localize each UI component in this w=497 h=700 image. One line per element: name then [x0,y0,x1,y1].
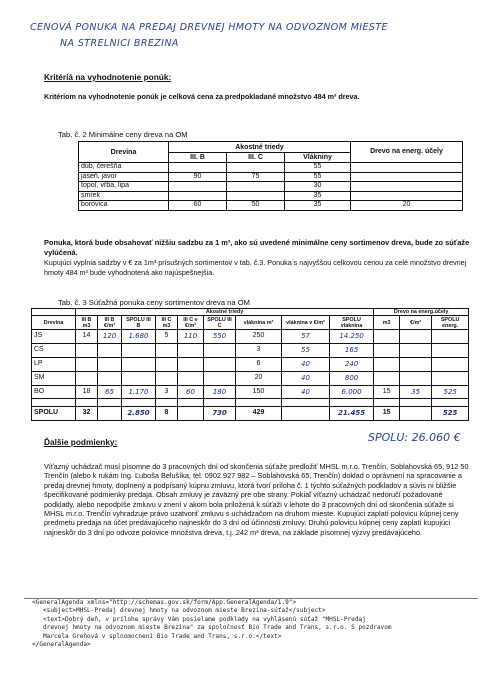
t3-row [32,385,469,399]
t3-value-cell: 60 [178,385,204,399]
t3-value-cell: 3 [156,385,178,399]
t3-value-cell: 15 [374,407,400,421]
t3-header-row [32,316,469,330]
t3-total-row [32,407,469,421]
t2-species-cell: dub, čerešňa [79,163,169,173]
t3-species-cell: LP [32,358,76,372]
xml-agenda-block: <GeneralAgenda xmlns="http://schemas.gov.sk/form/App.GeneralAgenda/1.9"> <subject>MHSL-Predaj drevnej hmoty na odvoznom mieste Brezina-súťaž</subject> <text>Dobrý deň, v prílohe správy Vám posielame podklady na vyhlásenú súťaž "MHSL-Predaj drevnej hmoty na odvoznom mieste Brezina" za spoločnosť Bio Trade and Trans, s.r.o. S pozdravom Marcela Greňová v splnomocnení Bio Trade and Trans, s.r.o.</text> </GeneralAgenda> [32,599,392,649]
t2-price-cell: 35 [285,201,351,211]
t2-price-cell: 50 [227,201,285,211]
t3-value-cell [400,330,432,344]
t2-species-cell: borovica [79,201,169,211]
t3-value-cell: 20 [236,371,282,385]
t2-price-cell: 30 [285,182,351,192]
conditions-text: Víťazný uchádzač musí písomne do 3 pracovných dní od skončenia súťaže predložiť MHSL m.r.o. Trenčín, Soblahovská 65, 912 50 Trenčín (alebo k rukám Ing. Ľuboša Belušíka, tel. 0902 927 982 – Soblahovská 65, Trenčín) doklad o oprávnení na spracovanie a predaj drevnej hmoty, doplnený a podpísaný kúpnu zmluvu, ktorá tvorí príloha č. 1 týchto súťažných podkladov a súvis ní bližšie špecifikované podmienky predaja. Obsah zmluvy je záväzný pre obe strany. Pokiaľ víťazný uchádzač nedoručí požadované podklady, alebo nepodpíše zmluvu v znení v akom bola priložená k súťaži v lehote do 3 pracovných dní od skončenia súťaže si MHSL m.r.o. Trenčín vyhradzuje právo uzatvoriť zmluvu s uchádzačom na druhom mieste. Kupujúci zaplatí polovicu kúpnej ceny predmetu predaja na účet predávajúceho najneskôr do 3 dní od účinnosti zmluvy. Druhú polovicu kúpnej ceny zaplatí kupujúci najneskôr do 3 dní po odvoze polovice množstva dreva, t.j. 242 m³ dreva, na základe písomnej výzvy predávajúceho. [44,462,469,537]
t3-value-cell: 120 [98,330,122,344]
t3-header-cell: vláknina m³ [236,316,282,330]
t2-price-cell [351,191,463,201]
t3-value-cell [400,358,432,372]
t3-header-cell: SPOLU vláknina [330,316,374,330]
t3-species-cell: JS [32,330,76,344]
table3-caption: Tab. č. 3 Súťažná ponuka ceny sortimentov dreva na OM [58,298,250,307]
t3-value-cell: 800 [330,371,374,385]
t3-row [32,344,469,358]
t3-value-cell: 525 [432,385,469,399]
t2-header-akostne: Akostné triedy [169,142,351,153]
t3-value-cell: 15 [374,385,400,399]
t3-value-cell: 40 [282,385,330,399]
t3-header-cell: €/m³ [400,316,432,330]
t3-value-cell: 150 [236,385,282,399]
t2-price-cell [227,163,285,173]
t3-row [32,399,469,407]
t3-header-cell: m3 [374,316,400,330]
t2-price-cell [227,182,285,192]
t3-value-cell: 57 [282,330,330,344]
exclusion-notice: Ponuka, ktorá bude obsahovať nižšiu sadzbu za 1 m³, ako sú uvedené minimálne ceny sortimenov dreva, bude zo súťaže vylúčená. [44,238,470,257]
t3-value-cell [282,399,330,407]
minimum-prices-table [78,141,463,211]
t3-value-cell [98,407,122,421]
t3-value-cell [374,330,400,344]
t3-header-cell: SPOLU III C [204,316,236,330]
t3-value-cell: 180 [204,385,236,399]
t3-header-cell: vláknina v €/m³ [282,316,330,330]
t3-value-cell: 40 [282,358,330,372]
t3-value-cell [178,371,204,385]
t3-header-cell: SPOLU III B [122,316,156,330]
t3-value-cell [204,344,236,358]
t3-row [32,358,469,372]
t3-value-cell [400,407,432,421]
t3-corner [32,309,76,316]
t3-value-cell: 165 [330,344,374,358]
t2-header-vlakniny: Vlákniny [285,153,351,163]
t3-value-cell [374,371,400,385]
t3-value-cell: 35 [400,385,432,399]
t3-value-cell [178,407,204,421]
t2-header-energ: Drevo na energ. účely [351,142,463,163]
t2-row [79,163,463,173]
t3-value-cell [204,358,236,372]
t3-value-cell: 40 [282,371,330,385]
t3-value-cell: 6 [236,358,282,372]
t3-value-cell [178,399,204,407]
t3-value-cell [76,344,98,358]
t3-value-cell: 2.850 [122,407,156,421]
evaluation-text: Kupujúci vyplnia sadzby v € za 1m³ prísušných sortimentov v tab. č.3. Ponuka s najvyššou celkovou cenou za celé množstvo drevnej hmoty 484 m³ bude vyhodnotená ako najúspešnejšia. [44,258,467,277]
t3-value-cell: 65 [98,385,122,399]
t3-body [32,330,469,421]
t2-species-cell: jaseň, javor [79,172,169,182]
t2-row [79,172,463,182]
t3-row [32,330,469,344]
t3-value-cell [400,371,432,385]
t3-value-cell [98,344,122,358]
t3-row [32,371,469,385]
t3-value-cell: 8 [156,407,178,421]
t3-value-cell [374,358,400,372]
competitive-offer-table [31,308,469,421]
t3-value-cell [432,358,469,372]
t3-value-cell: 110 [178,330,204,344]
t3-value-cell: 55 [282,344,330,358]
t2-body [79,163,463,211]
t3-value-cell [122,371,156,385]
t2-price-cell [169,163,227,173]
t2-price-cell: 90 [169,172,227,182]
further-conditions-heading: Ďalšie podmienky: [44,437,118,447]
t3-value-cell [122,358,156,372]
t3-header-cell: Drevina [32,316,76,330]
t3-value-cell [282,407,330,421]
t3-value-cell: 429 [236,407,282,421]
t3-header-cell: III B m3 [76,316,98,330]
criterion-text: Kritériom na vyhodnotenie ponúk je celková cena za predpokladané množstvo 484 m³ dreva. [44,92,360,101]
t2-price-cell: 75 [227,172,285,182]
t3-value-cell [76,358,98,372]
t2-price-cell: 35 [285,191,351,201]
t2-price-cell [169,182,227,192]
criteria-heading: Kritériá na vyhodnotenie ponúk: [44,72,172,82]
t3-value-cell: 21.455 [330,407,374,421]
t3-value-cell [156,371,178,385]
t2-price-cell [227,191,285,201]
t3-value-cell [400,399,432,407]
t3-header-cell: III C m3 [156,316,178,330]
handwritten-title-line-1: CENOVÁ PONUKA NA PREDAJ DREVNEJ HMOTY NA ODVOZNOM MIESTE [30,22,388,33]
t3-value-cell: 18 [76,385,98,399]
t3-value-cell [400,344,432,358]
t3-value-cell [178,358,204,372]
t2-header-iiib: III. B [169,153,227,163]
t3-value-cell [156,399,178,407]
t3-value-cell [156,358,178,372]
t2-price-cell [169,191,227,201]
t2-price-cell [351,163,463,173]
t2-row [79,191,463,201]
t3-species-cell [32,399,76,407]
t3-value-cell: 32 [76,407,98,421]
t3-value-cell [76,371,98,385]
t3-value-cell: 14.250 [330,330,374,344]
t3-header-cell: III B €/m³ [98,316,122,330]
t3-value-cell: 1.170 [122,385,156,399]
t3-value-cell [76,399,98,407]
t3-value-cell [98,358,122,372]
t2-row [79,201,463,211]
t3-value-cell [156,344,178,358]
t3-value-cell [122,344,156,358]
t3-value-cell: 3 [236,344,282,358]
t3-value-cell [98,371,122,385]
t3-value-cell [98,399,122,407]
t3-value-cell: 550 [204,330,236,344]
t3-header-cell: III C v €/m³ [178,316,204,330]
t3-value-cell: 525 [432,407,469,421]
t2-row [79,182,463,192]
t3-value-cell: 5 [156,330,178,344]
t3-value-cell [374,344,400,358]
t2-price-cell [351,172,463,182]
t3-group-akostne: Akostné triedy [76,309,374,316]
handwritten-title-line-2: NA STRELNICI BREZINA [60,38,179,49]
t3-value-cell [122,399,156,407]
t3-value-cell [236,399,282,407]
t3-value-cell: 250 [236,330,282,344]
t2-price-cell: 20 [351,201,463,211]
t2-species-cell: smrek [79,191,169,201]
t3-value-cell [432,399,469,407]
t3-value-cell: 240 [330,358,374,372]
t3-value-cell [432,330,469,344]
t3-value-cell: 14 [76,330,98,344]
t3-value-cell [432,371,469,385]
t3-value-cell [204,371,236,385]
table2-caption: Tab. č. 2 Minimálne ceny dreva na OM [58,130,188,139]
t3-value-cell: 730 [204,407,236,421]
t3-value-cell [432,344,469,358]
t2-species-cell: topoľ, vŕba, lipa [79,182,169,192]
t3-value-cell [374,399,400,407]
t3-value-cell: 1.680 [122,330,156,344]
t2-header-iiic: III. C [227,153,285,163]
t2-price-cell: 55 [285,163,351,173]
t3-value-cell [330,399,374,407]
t2-header-drevina: Drevina [79,142,169,163]
t3-species-cell: SPOLU [32,407,76,421]
t3-value-cell: 6.000 [330,385,374,399]
t3-header-cell: SPOLU energ. [432,316,469,330]
t2-price-cell: 60 [169,201,227,211]
t3-group-energ: Drevo na energ.účely [374,309,469,316]
t3-value-cell [204,399,236,407]
t2-price-cell [351,182,463,192]
handwritten-total: SPOLU: 26.060 € [368,431,461,444]
t3-value-cell [178,344,204,358]
t3-species-cell: CS [32,344,76,358]
t3-species-cell: SM [32,371,76,385]
t2-price-cell: 55 [285,172,351,182]
t3-species-cell: BO [32,385,76,399]
